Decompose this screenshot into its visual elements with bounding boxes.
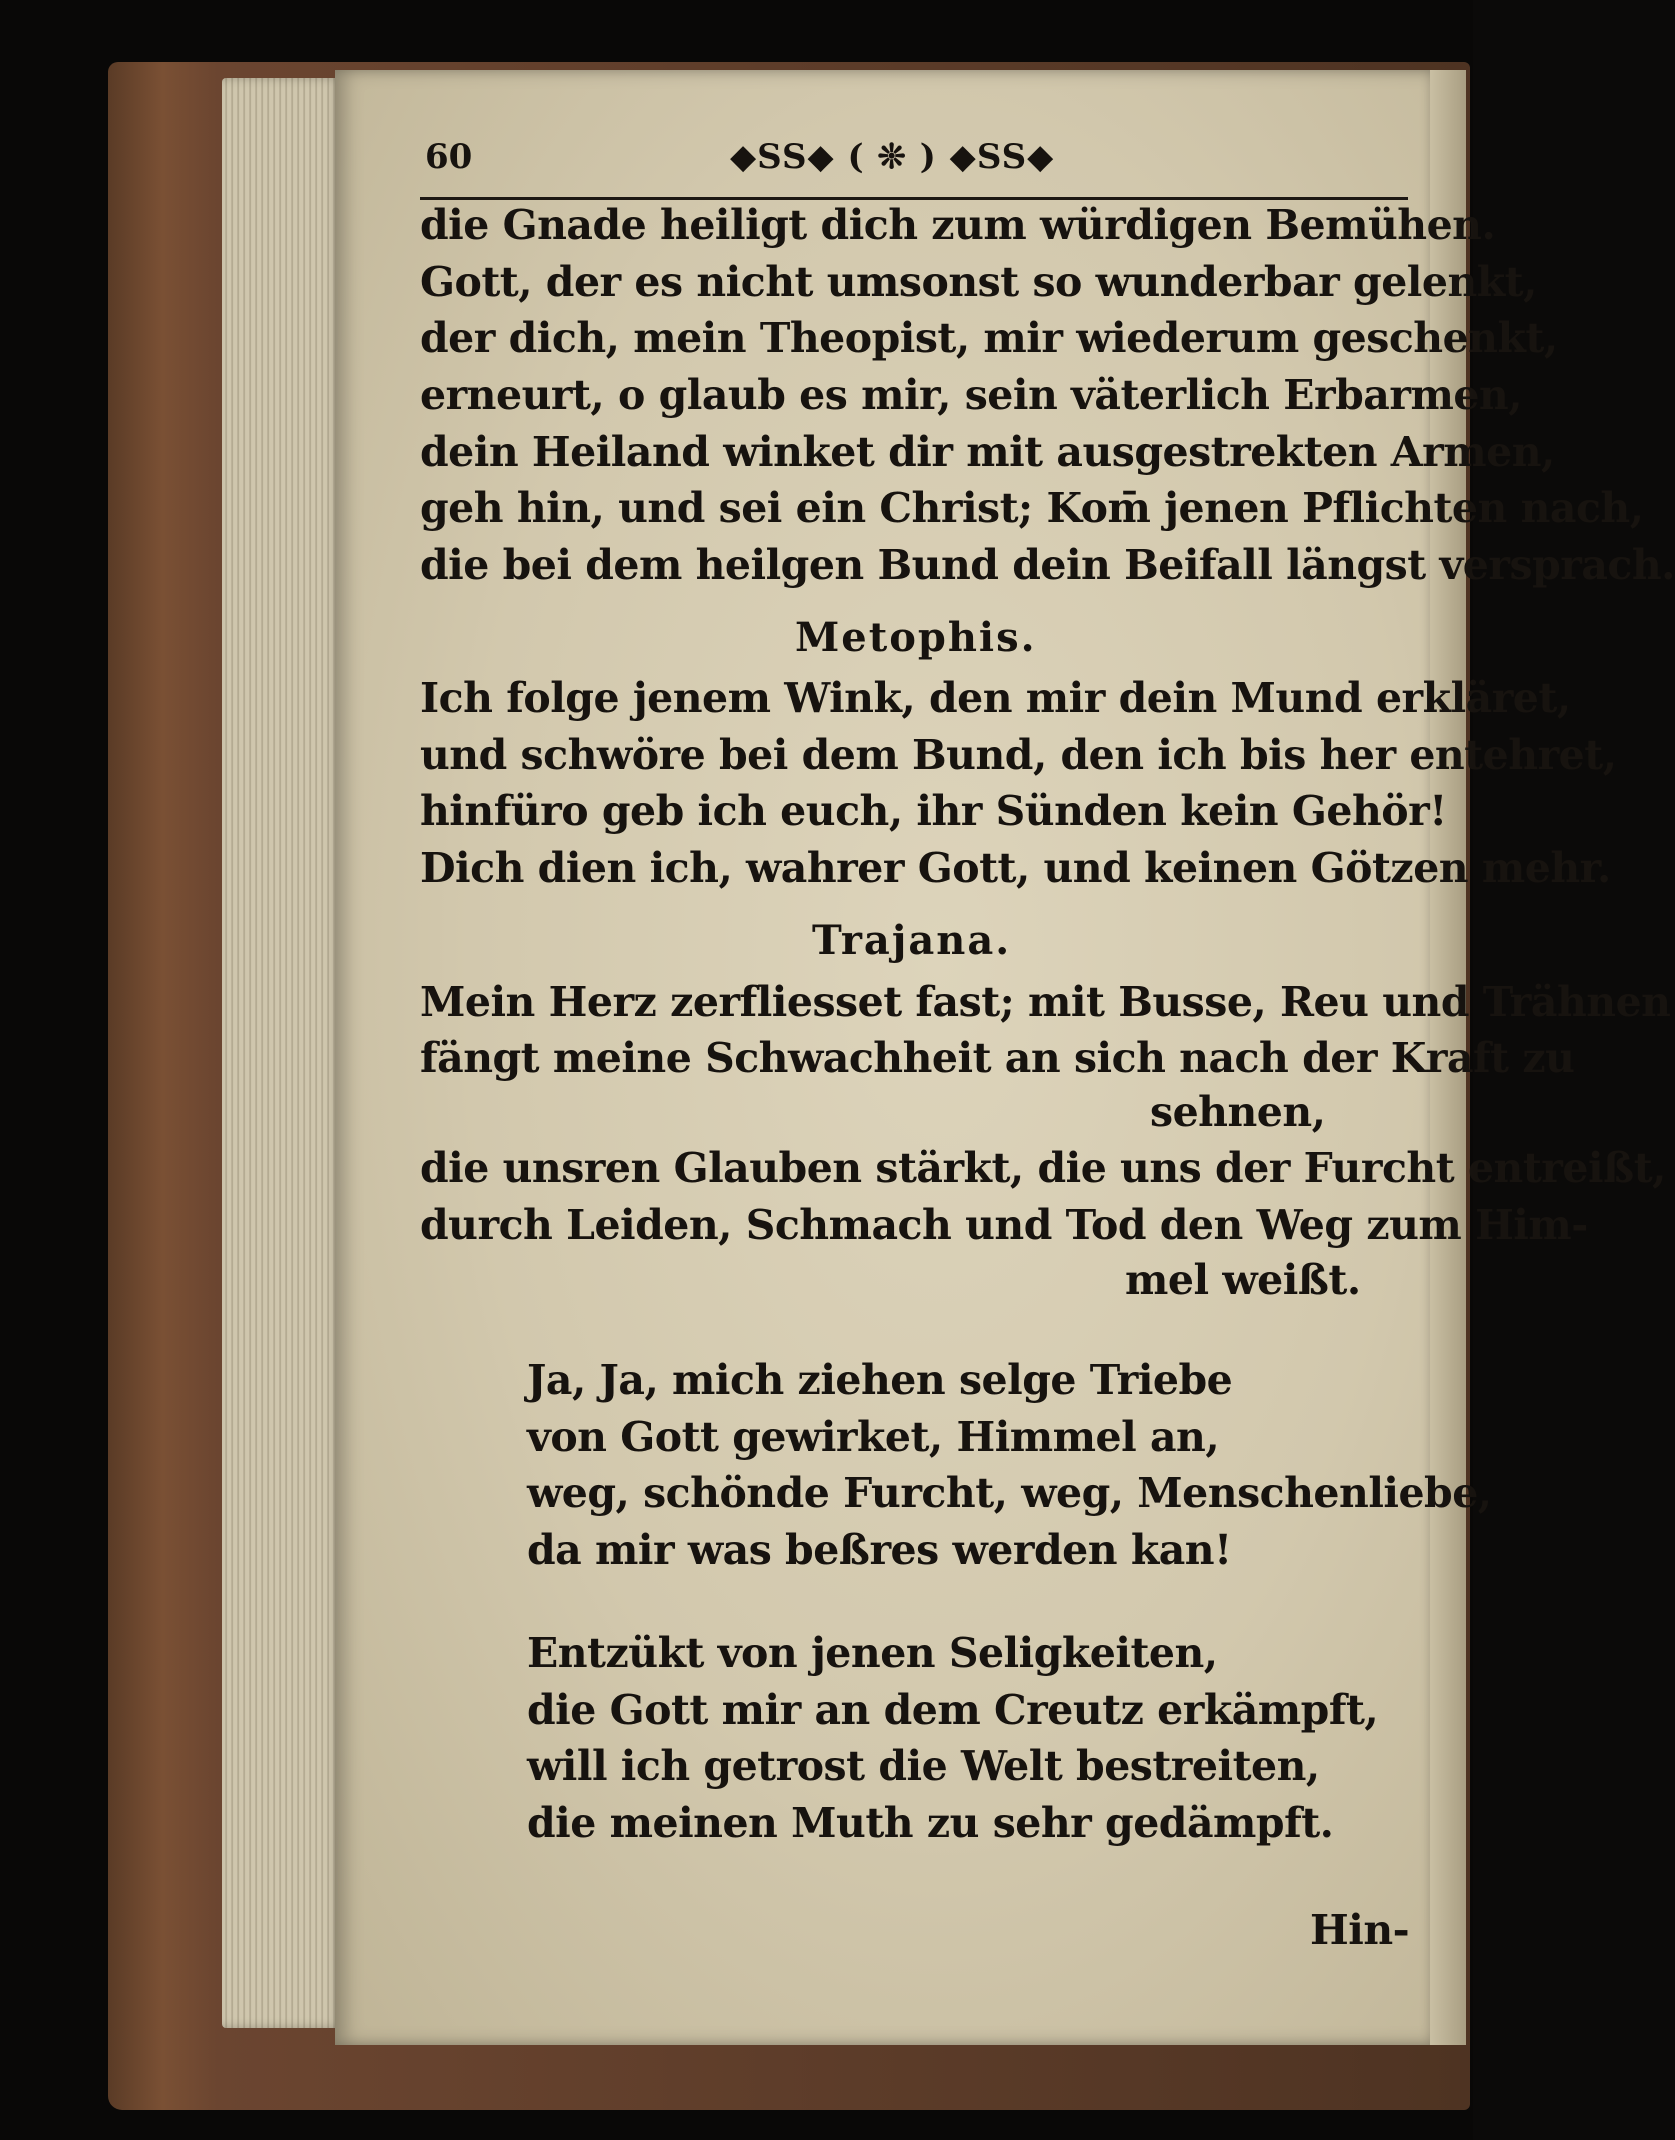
header-rule (420, 197, 1408, 200)
catchword: Hin- (1310, 1906, 1410, 1954)
text-line: durch Leiden, Schmach und Tod den Weg zum Him- (420, 1201, 1588, 1249)
text-line: dein Heiland winket dir mit ausgestrekten Armen, (420, 428, 1555, 476)
text-line: die bei dem heilgen Bund dein Beifall längst versprach. (420, 541, 1675, 589)
text-line: mel weißt. (1125, 1256, 1361, 1304)
verse-line: Entzükt von jenen Seligkeiten, (527, 1629, 1218, 1677)
text-line: erneurt, o glaub es mir, sein väterlich Erbarmen, (420, 371, 1522, 419)
speaker-name: Trajana. (812, 917, 1012, 964)
text-line: sehnen, (1150, 1088, 1326, 1136)
verse-line: weg, schönde Furcht, weg, Menschenliebe, (527, 1469, 1492, 1517)
page-edges (222, 78, 342, 2028)
text-line: und schwöre bei dem Bund, den ich bis her entehret, (420, 731, 1617, 779)
verse-line: da mir was beßres werden kan! (527, 1526, 1232, 1574)
text-line: Mein Herz zerfliesset fast; mit Busse, Reu und Trähnen (420, 978, 1671, 1026)
text-line: hinfüro geb ich euch, ihr Sünden kein Gehör! (420, 787, 1447, 835)
verse-line: Ja, Ja, mich ziehen selge Triebe (527, 1356, 1233, 1404)
text-line: fängt meine Schwachheit an sich nach der Kraft zu (420, 1034, 1575, 1082)
verse-line: die Gott mir an dem Creutz erkämpft, (527, 1686, 1379, 1734)
text-line: die Gnade heiligt dich zum würdigen Bemühen. (420, 201, 1496, 249)
text-line: Ich folge jenem Wink, den mir dein Mund erkläret, (420, 674, 1571, 722)
verse-line: die meinen Muth zu sehr gedämpft. (527, 1799, 1334, 1847)
text-line: geh hin, und sei ein Christ; Kom̄ jenen Pflichten nach, (420, 484, 1644, 532)
speaker-name: Metophis. (795, 614, 1037, 661)
header-ornament: ◆SS◆ ( ❊ ) ◆SS◆ (730, 137, 1055, 177)
verse-line: von Gott gewirket, Himmel an, (527, 1413, 1220, 1461)
verse-line: will ich getrost die Welt bestreiten, (527, 1742, 1320, 1790)
text-line: die unsren Glauben stärkt, die uns der Furcht entreißt, (420, 1144, 1666, 1192)
text-line: Gott, der es nicht umsonst so wunderbar gelenkt, (420, 258, 1537, 306)
text-line: der dich, mein Theopist, mir wiederum geschenkt, (420, 314, 1558, 362)
text-line: Dich dien ich, wahrer Gott, und keinen Götzen mehr. (420, 844, 1611, 892)
page-number: 60 (425, 137, 473, 177)
